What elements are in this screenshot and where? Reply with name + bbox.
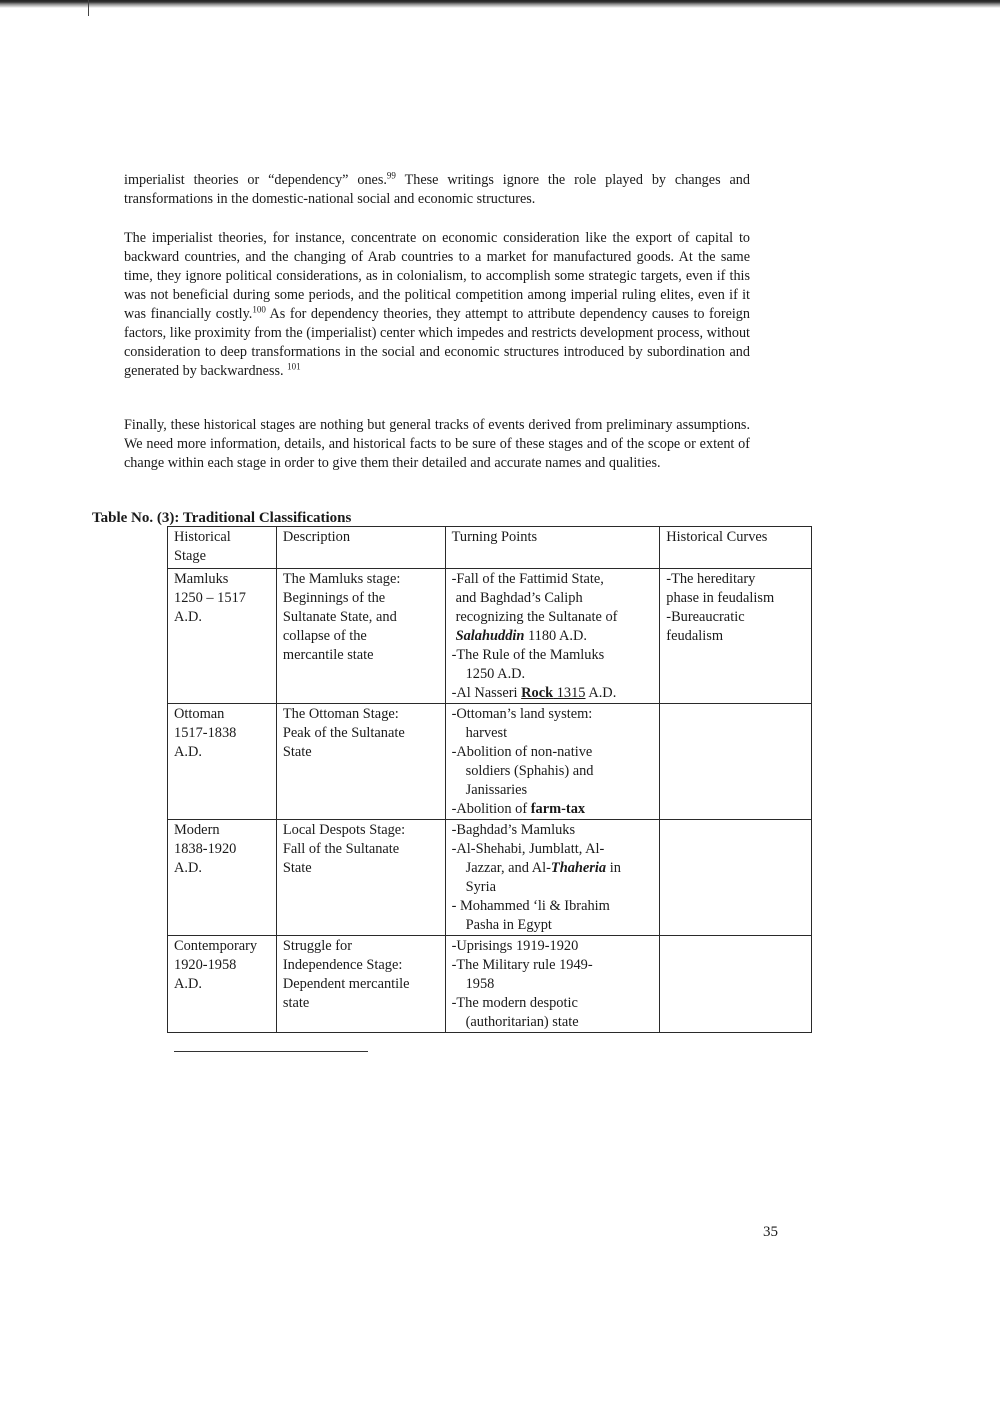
cell-description [276,820,445,936]
footnote-separator [174,1051,368,1052]
stage-era: A.D. [174,976,202,992]
turning-point-line: -Fall of the Fattimid State, [451,571,604,587]
classification-table [167,526,812,1033]
paragraph-2 [124,229,750,381]
turning-point-line [452,859,654,878]
turning-point-line: -Al-Shehabi, Jumblatt, Al- [451,841,605,857]
stage-era: A.D. [174,744,202,760]
emphasis-farm-tax: farm-tax [530,801,586,817]
underlined-year: 1315 [553,685,586,701]
turning-point-line: 1250 A.D. [465,666,526,682]
paragraph-1-text-b: These writings ignore the role played by changes and transformations in the domestic-national social and economic structures. [124,172,750,207]
description-line: Independence Stage: [282,957,403,973]
paragraph-3-text: Finally, these historical stages are nothing but general tracks of events derived from preliminary assumptions. We need more information, details, and historical facts to be sure of these stages and of the scope or extent of change within each stage in order to give them their detailed and accurate names and qualities. [124,417,750,471]
turning-point-line: Pasha in Egypt [465,917,552,933]
turning-point-line: soldiers (Sphahis) and [465,763,594,779]
turning-point-line [452,627,654,646]
cell-stage [168,704,277,820]
turning-point-line [452,800,654,819]
paragraph-1-text-a: imperialist theories or “dependency” ones. [124,172,387,188]
cell-historical-curves [660,820,812,936]
stage-era: A.D. [174,860,202,876]
description-line: collapse of the [282,628,367,644]
paragraph-3 [124,416,750,473]
header-stage-line: Stage [174,548,206,564]
footnote-ref-99[interactable]: 99 [386,170,396,181]
cell-historical-curves [660,704,812,820]
emphasis-salahuddin: Salahuddin [455,628,525,644]
header-historical-curves: Historical Curves [660,527,812,569]
turning-point-line: and Baghdad’s Caliph [455,590,583,606]
header-stage-line: Historical [174,529,231,545]
turning-point-text: 1180 A.D. [524,628,588,644]
scan-top-edge [0,0,1000,8]
stage-name: Mamluks [174,571,229,587]
description-line: The Mamluks stage: [282,571,401,587]
turning-point-line: Syria [465,879,496,895]
turning-point-text: A.D. [585,685,617,701]
turning-point-line: -Uprisings 1919-1920 [451,938,579,954]
table-row-ottoman [168,704,812,820]
stage-years: 1920-1958 [174,957,237,973]
cell-stage [168,820,277,936]
turning-point-line: recognizing the Sultanate of [455,609,618,625]
curve-line: -The hereditary [666,571,756,587]
description-line: mercantile state [282,647,374,663]
table-row-mamluks [168,569,812,704]
turning-point-line: (authoritarian) state [465,1014,579,1030]
footnote-ref-100[interactable]: 100 [252,304,266,315]
footnote-ref-101[interactable]: 101 [287,361,301,372]
cell-historical-curves [660,569,812,704]
turning-point-text: in [606,860,621,876]
turning-point-line: - Mohammed ‘li & Ibrahim [451,898,610,914]
turning-point-text: -Abolition of [451,801,531,817]
turning-point-line: -Baghdad’s Mamluks [451,822,576,838]
stage-name: Modern [174,822,220,838]
stage-years: 1517-1838 [174,725,237,741]
turning-point-text: Jazzar, and Al- [465,860,551,876]
turning-point-line: harvest [465,725,508,741]
turning-point-line: 1958 [465,976,495,992]
cell-turning-points [445,936,660,1033]
description-line: The Ottoman Stage: [282,706,399,722]
paragraph-2-text-b: As for dependency theories, they attempt to attribute dependency causes to foreign factors, like proximity from the (imperialist) center which impedes and restricts development process, without consideration to deep transformations in the social and economic structures introduced by subordination and generated by backwardness. [124,306,750,379]
cell-description [276,569,445,704]
cell-turning-points [445,820,660,936]
turning-point-line: Janissaries [465,782,528,798]
description-line: Fall of the Sultanate [282,841,400,857]
description-line: State [282,744,312,760]
stage-name: Ottoman [174,706,225,722]
stage-years: 1250 – 1517 [174,590,246,606]
curve-line: feudalism [666,628,724,644]
table-row-contemporary [168,936,812,1033]
turning-point-line: -The modern despotic [451,995,578,1011]
table-header-row [168,527,812,569]
stage-era: A.D. [174,609,202,625]
cell-turning-points [445,704,660,820]
emphasis-rock: Rock [521,685,554,701]
curve-line: -Bureaucratic [666,609,745,625]
description-line: Peak of the Sultanate [282,725,405,741]
cell-stage [168,569,277,704]
emphasis-thaheria: Thaheria [550,860,607,876]
turning-point-text: -Al Nasseri [451,685,522,701]
cell-description [276,704,445,820]
stage-name: Contemporary [174,938,258,954]
description-line: state [282,995,310,1011]
scan-edge-mark [88,0,89,16]
curve-line: phase in feudalism [666,590,775,606]
description-line: Struggle for [282,938,353,954]
description-line: Beginnings of the [282,590,386,606]
description-line: State [282,860,312,876]
header-description: Description [276,527,445,569]
header-turning-points: Turning Points [445,527,660,569]
cell-historical-curves [660,936,812,1033]
turning-point-line: -Abolition of non-native [451,744,593,760]
turning-point-line: -The Military rule 1949- [451,957,593,973]
stage-years: 1838-1920 [174,841,237,857]
description-line: Local Despots Stage: [282,822,406,838]
paragraph-2-text-a: The imperialist theories, for instance, concentrate on economic consideration like the export of capital to backward countries, and the changing of Arab countries to a market for manufactured goods. At the same time, they ignore political considerations, as in colonialism, to accomplish some strategic targets, even if this was not beneficial during some periods, and the political competition among imperial ruling elites, even if it was financially costly. [124,230,750,322]
cell-turning-points [445,569,660,704]
cell-description [276,936,445,1033]
header-historical-stage [168,527,277,569]
description-line: Sultanate State, and [282,609,397,625]
table-row-modern [168,820,812,936]
paragraph-1 [124,171,750,209]
description-line: Dependent mercantile [282,976,410,992]
turning-point-line: -The Rule of the Mamluks [451,647,605,663]
cell-stage [168,936,277,1033]
table-caption: Table No. (3): Traditional Classifications [92,510,352,526]
page-number: 35 [763,1224,778,1240]
turning-point-line [452,684,654,703]
turning-point-line: -Ottoman’s land system: [451,706,593,722]
